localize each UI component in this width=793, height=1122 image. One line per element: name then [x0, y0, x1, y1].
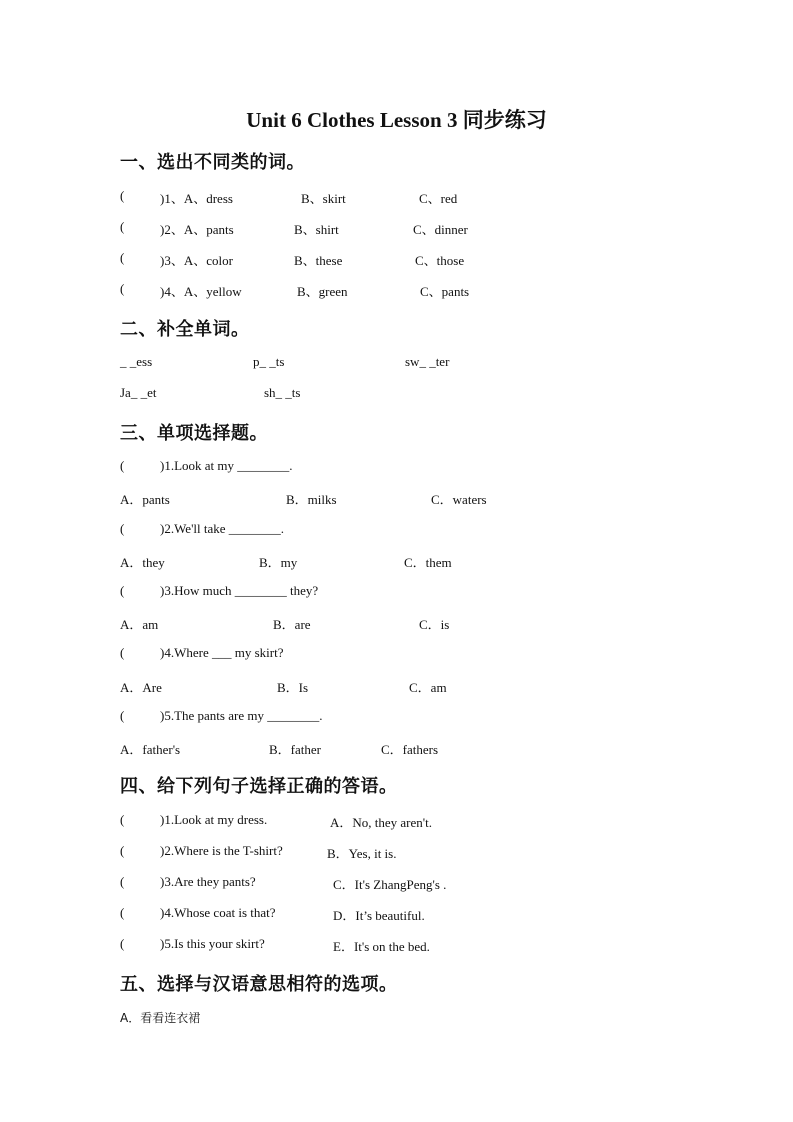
- question-text: )1.Look at my dress.: [160, 812, 268, 827]
- option-a: A．看看连衣裙: [120, 1011, 201, 1025]
- s1-item-4: [0, 281, 793, 299]
- s3-options-3: [0, 614, 793, 632]
- s3-options-1: [0, 489, 793, 507]
- section3-heading: 三、单项选择题。: [120, 423, 268, 444]
- s3-question-1: [0, 458, 793, 476]
- s4-item-2: [0, 843, 793, 861]
- s3-question-5: [0, 708, 793, 726]
- question-text: )3、A、color: [160, 253, 233, 268]
- answer-paren: (: [120, 458, 125, 473]
- option-c: C、dinner: [413, 222, 468, 237]
- s1-item-1: [0, 188, 793, 206]
- s3-options-2: [0, 552, 793, 570]
- option-c: C、pants: [420, 284, 470, 299]
- option-c: C、red: [419, 191, 458, 206]
- section2-heading: 二、补全单词。: [120, 319, 250, 340]
- answer-option: D．It’s beautiful.: [333, 908, 425, 923]
- option-b: B．milks: [286, 492, 337, 507]
- s1-item-2: [0, 219, 793, 237]
- s4-item-3: [0, 874, 793, 892]
- answer-option: A．No, they aren't.: [330, 815, 432, 830]
- s5-item-1: [0, 1009, 793, 1027]
- s3-question-3: [0, 583, 793, 601]
- answer-paren: (: [120, 250, 125, 265]
- question-text: )2、A、pants: [160, 222, 234, 237]
- s3-options-4: [0, 677, 793, 695]
- word-blank: sh_ _ts: [264, 385, 301, 400]
- question-text: )4、A、yellow: [160, 284, 242, 299]
- question-text: )3.How much ________ they?: [160, 583, 319, 598]
- answer-paren: (: [120, 645, 125, 660]
- answer-paren: (: [120, 936, 125, 951]
- option-b: B、shirt: [294, 222, 339, 237]
- answer-paren: (: [120, 521, 125, 536]
- option-a: A．father's: [120, 742, 181, 757]
- section4-heading: 四、给下列句子选择正确的答语。: [120, 776, 398, 797]
- word-blank: sw_ _ter: [405, 354, 450, 369]
- question-text: )1.Look at my ________.: [160, 458, 293, 473]
- option-b: B．father: [269, 742, 321, 757]
- answer-paren: (: [120, 708, 125, 723]
- s3-question-4: [0, 645, 793, 663]
- option-b: B、skirt: [301, 191, 346, 206]
- question-text: )5.The pants are my ________.: [160, 708, 323, 723]
- s3-question-2: [0, 521, 793, 539]
- question-text: )4.Whose coat is that?: [160, 905, 276, 920]
- option-b: B、these: [294, 253, 343, 268]
- answer-paren: (: [120, 874, 125, 889]
- section5-heading: 五、选择与汉语意思相符的选项。: [120, 974, 398, 995]
- option-c: C、those: [415, 253, 465, 268]
- s2-row-1: [0, 354, 793, 372]
- option-c: C．waters: [431, 492, 487, 507]
- s3-options-5: [0, 739, 793, 757]
- option-a: A．am: [120, 617, 159, 632]
- word-blank: p_ _ts: [253, 354, 285, 369]
- question-text: )2.We'll take ________.: [160, 521, 285, 536]
- option-c: C．am: [409, 680, 447, 695]
- option-b: B、green: [297, 284, 348, 299]
- question-text: )1、A、dress: [160, 191, 233, 206]
- option-c: C．them: [404, 555, 452, 570]
- answer-option: B．Yes, it is.: [327, 846, 397, 861]
- s4-item-5: [0, 936, 793, 954]
- question-text: )4.Where ___ my skirt?: [160, 645, 284, 660]
- page-title: Unit 6 Clothes Lesson 3 同步练习: [246, 108, 547, 132]
- answer-paren: (: [120, 905, 125, 920]
- option-a: A．Are: [120, 680, 162, 695]
- s4-item-4: [0, 905, 793, 923]
- word-blank: Ja_ _et: [120, 385, 157, 400]
- answer-paren: (: [120, 219, 125, 234]
- s4-item-1: [0, 812, 793, 830]
- answer-option: E．It's on the bed.: [333, 939, 430, 954]
- option-c: C．is: [419, 617, 450, 632]
- answer-option: C．It's ZhangPeng's .: [333, 877, 447, 892]
- option-b: B．Is: [277, 680, 309, 695]
- question-text: )2.Where is the T-shirt?: [160, 843, 283, 858]
- option-c: C．fathers: [381, 742, 439, 757]
- word-blank: _ _ess: [120, 354, 153, 369]
- option-b: B．are: [273, 617, 311, 632]
- option-a: A．pants: [120, 492, 170, 507]
- section1-heading: 一、选出不同类的词。: [120, 152, 305, 173]
- option-a: A．they: [120, 555, 165, 570]
- answer-paren: (: [120, 812, 125, 827]
- answer-paren: (: [120, 843, 125, 858]
- question-text: )5.Is this your skirt?: [160, 936, 265, 951]
- answer-paren: (: [120, 281, 125, 296]
- answer-paren: (: [120, 188, 125, 203]
- s2-row-2: [0, 385, 793, 403]
- question-text: )3.Are they pants?: [160, 874, 256, 889]
- option-b: B．my: [259, 555, 298, 570]
- answer-paren: (: [120, 583, 125, 598]
- s1-item-3: [0, 250, 793, 268]
